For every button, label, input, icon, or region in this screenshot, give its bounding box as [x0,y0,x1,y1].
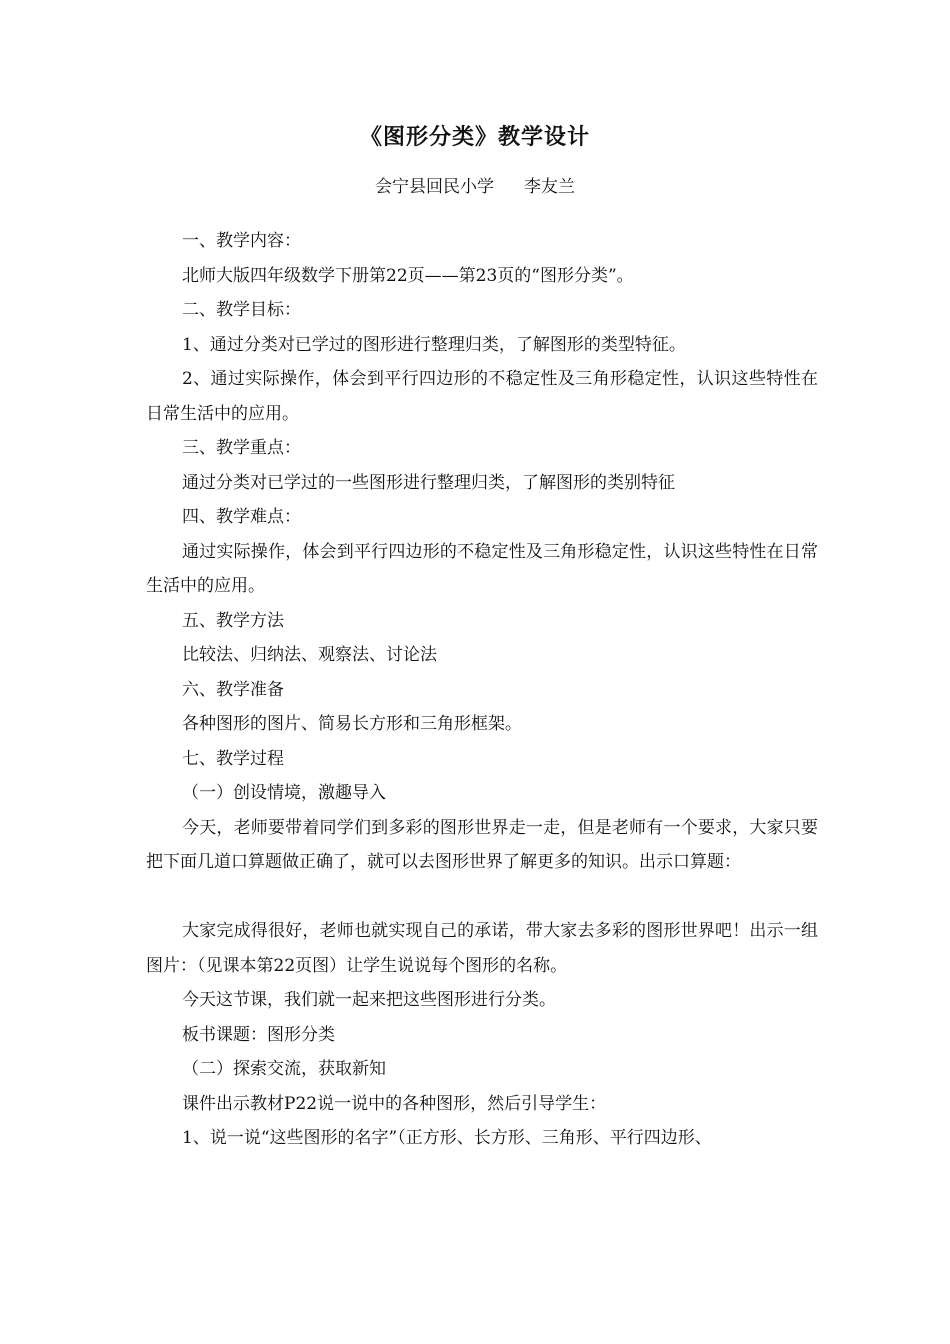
heading-methods: 五、教学方法 [182,610,284,631]
paragraph: 大家完成得很好，老师也就实现自己的承诺，带大家去多彩的图形世界吧！出示一组图片：（见课本第22页图）让学生说说每个图形的名称。 [146,921,818,976]
heading-content: 一、教学内容： [182,231,301,251]
paragraph: 北师大版四年级数学下册第22页——第23页的“图形分类”。 [182,265,634,286]
heading-objectives: 二、教学目标： [182,300,301,320]
author-line [0,174,950,200]
paragraph: 今天，老师要带着同学们到多彩的图形世界走一走，但是老师有一个要求，大家只要把下面几道口算题做正确了，就可以去图形世界了解更多的知识。出示口算题： [146,817,818,872]
paragraph: 比较法、归纳法、观察法、讨论法 [182,645,437,665]
paragraph: 通过分类对已学过的一些图形进行整理归类，了解图形的类别特征 [182,472,675,493]
paragraph: 板书课题：图形分类 [182,1024,335,1045]
heading-preparation: 六、教学准备 [182,679,284,700]
school-name: 会宁县回民小学 [375,177,494,197]
subheading: （一）创设情境，激趣导入 [182,783,386,803]
paragraph: 通过实际操作，体会到平行四边形的不稳定性及三角形稳定性，认识这些特性在日常生活中的应用。 [146,541,818,596]
heading-difficulties: 四、教学难点： [182,507,301,527]
paragraph: 课件出示教材P22说一说中的各种图形，然后引导学生： [182,1093,607,1114]
subheading: （二）探索交流，获取新知 [182,1059,386,1079]
heading-process: 七、教学过程 [182,748,284,769]
document-title: 《图形分类》教学设计 [359,124,590,150]
author-name: 李友兰 [524,177,575,197]
paragraph: 各种图形的图片、简易长方形和三角形框架。 [182,714,522,734]
paragraph: 今天这节课，我们就一起来把这些图形进行分类。 [182,990,556,1010]
document-body [146,224,818,1156]
paragraph: 1、说一说“这些图形的名字”（正方形、长方形、三角形、平行四边形、 [182,1128,712,1148]
heading-key-points: 三、教学重点： [182,438,301,458]
paragraph: 2、通过实际操作，体会到平行四边形的不稳定性及三角形稳定性，认识这些特性在日常生活中的应用。 [146,369,818,424]
paragraph: 1、通过分类对已学过的图形进行整理归类，了解图形的类型特征。 [182,334,686,355]
